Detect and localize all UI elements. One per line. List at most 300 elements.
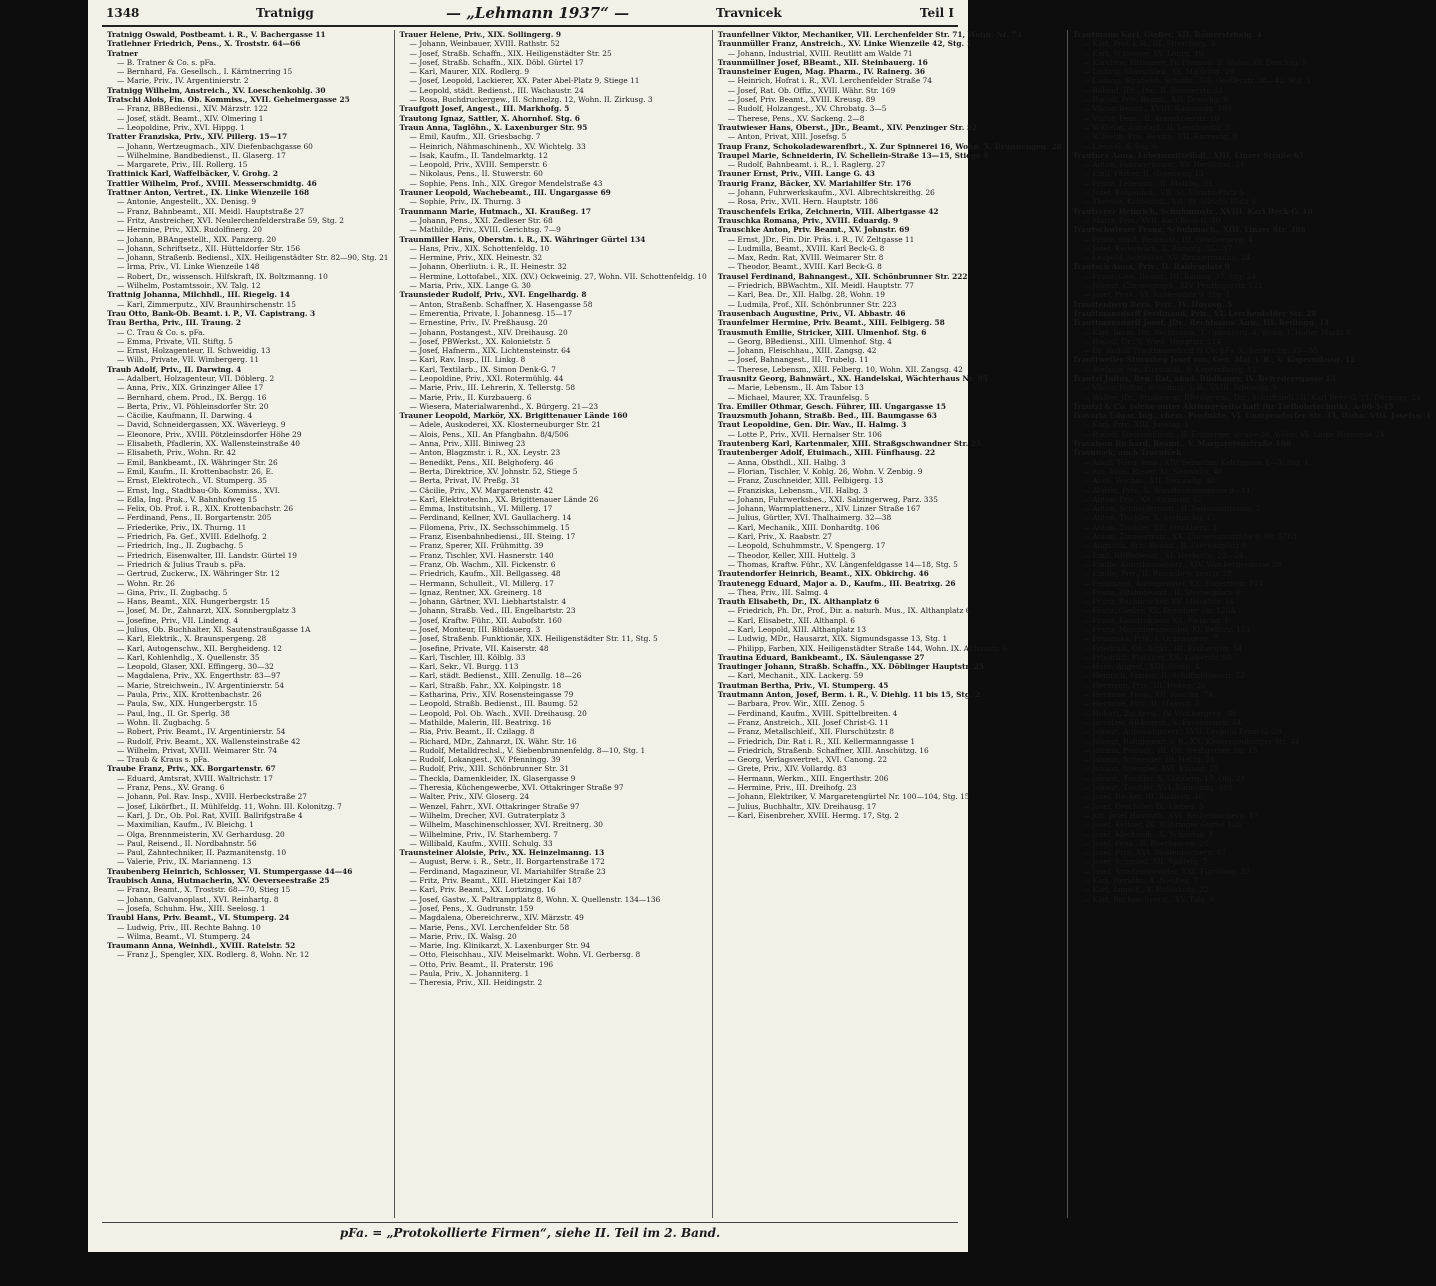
running-title: — „Lehmann 1937“ — <box>446 4 630 22</box>
directory-entry: — Anton, Fuhrwerksunt., XV. Herklotsg. 21 <box>1082 160 1245 170</box>
directory-entry: — Johann, Tischler, X. Götzlerg. 17, Obj. 21 <box>1082 773 1246 783</box>
directory-entry: — Hermann, Werkm., XIII. Engerthstr. 206 <box>727 773 889 783</box>
directory-entry: — Josef, Kellner, IX. Währinger Gürtel 126 <box>1082 820 1242 830</box>
directory-entry: — Isak, Kaufm., II. Tandelmarktg. 12 <box>409 150 548 160</box>
directory-entry: Travaison Richard, Beamt., V. Margaretenstraße 166 <box>1072 439 1291 449</box>
directory-entry: — Ludmila, Prof., XII. Schönbrunner Str. 223 <box>727 299 897 309</box>
directory-entry: — Barbara, Prov. Wir., XIII. Zenog. 5 <box>727 699 865 709</box>
directory-entry: — Ludwig, Glasschleif., IX. Malfattig. 20 <box>1082 67 1235 77</box>
directory-entry: — Georg, Verlagsvertret., XVI. Canong. 22 <box>727 755 888 765</box>
directory-entry: Trautman Bertha, Priv., VI. Stumperg. 45 <box>717 680 889 690</box>
directory-entry: — Friedrich, Dir. Rat i. R., XII. Kellermanngasse 1 <box>727 736 916 746</box>
directory-entry: — Anton, Tischler, XII. Straßberg. 3 <box>1082 522 1217 532</box>
directory-entry: Traubl Hans, Priv. Beamt., VI. Stumperg. 24 <box>107 913 290 923</box>
directory-entry: — Karl, Priv., XIII. Josefsg. 1 <box>1082 420 1190 430</box>
directory-entry: Trautrerer Heinrich, Schuhmmstr., XVIII. Karl Beck-G. 10 <box>1072 206 1313 216</box>
directory-entry: — Rudolf, Lokangest., XV. Pfenningg. 39 <box>409 755 561 765</box>
directory-entry: — Margarete, Priv., III. Rollerg. 15 <box>117 160 248 170</box>
directory-entry: Trauttenberg Bera, Priv., IV. Hoyosg. 5 <box>1072 299 1233 309</box>
directory-entry: Trautong Ignaz, Sattler, X. Ahornhof. Stg. 6 <box>399 113 580 123</box>
directory-entry: — Karl, J. Dr., Ob. Pol. Rat, XVIII. Ballrifgstraße 4 <box>117 810 303 820</box>
directory-entry: Traupel Marie, Schneiderin, IV. Schellein-Straße 13—15, Stiege 6 <box>717 150 989 160</box>
directory-entry: — Josef, Priv., XVI. Redtenbacherg. 17 <box>1082 848 1227 858</box>
directory-entry: — Josef, Monteur, III. Blüdauerg. 3 <box>409 625 541 634</box>
directory-entry: — Walter, Priv., XIV. Gloserg. 24 <box>409 792 530 802</box>
directory-entry: — Josef, Pens., X. Gudrunstr. 159 <box>409 903 534 913</box>
directory-entry: — Josef, Drechsler, IX. Liebeg. 5 <box>1082 801 1204 811</box>
directory-entry: — Johann, Fuhrwerkskaufm., XVI. Albrechtskreithg. 26 <box>727 188 935 198</box>
directory-entry: — Emil, Kaufm., XII. Griesbachg. 7 <box>409 132 541 142</box>
directory-entry: — Hermann, Priv., III. Hekeg. 26 <box>1082 680 1206 690</box>
directory-entry: — Georg, BBediensi., XIII. Ulmenhof. Stg. 4 <box>727 336 892 346</box>
directory-entry: Trautner Anna, Lebensmittelhdl., XIII. Linzer Straße 67 <box>1072 150 1304 160</box>
directory-entry: Trauner Leopold, Markör, XX. Brigittenauer Lände 160 <box>399 411 628 421</box>
directory-entry: Tra. Emiller Othmar, Gesch. Führer, III. Ungargasse 15 <box>717 401 947 411</box>
directory-entry: — Berta, Direktrice, XV. Johnstr. 52, Stiege 5 <box>409 466 578 476</box>
directory-entry: — Ferdinand, Pens., II. Borgartenstr. 205 <box>117 513 272 523</box>
directory-entry: — Franz J., Spengler, XIX. Rodlerg. 8, Wohn. Nr. 12 <box>117 950 310 960</box>
directory-entry: — Johann, Pens., XXI. Zedleser Str. 68 <box>409 215 553 225</box>
directory-entry: — Emma, Private, VII. Stiftg. 5 <box>117 336 233 346</box>
directory-entry: — Ignaz, Rentner, XX. Greinerg. 18 <box>409 587 542 597</box>
directory-entry: — Johann, Elektriker, V. Margaretengürtel Nr. 100—104, Stg. 15 <box>727 792 970 802</box>
directory-entry: — Heinrich, Friseur, II. Schiffmühlenstr. 53 <box>1082 671 1245 681</box>
directory-entry: — Franz, Ob. Wachm., XII. Fickenstr. 6 <box>409 559 556 569</box>
directory-entry: — Augustin, Priv. Beamt., II. Sternedplatz 9 <box>1082 541 1247 551</box>
directory-entry: Trauschka Romana, Priv., XVIII. Eduardg. 9 <box>717 215 899 225</box>
directory-entry: Trautinger Johann, Straßb. Schaffn., XX. Döblinger Hauptstr. 25 <box>717 662 985 672</box>
directory-entry: — Marie, Priv., IX. Walsg. 20 <box>409 931 517 941</box>
directory-entry: — Anton, Schneidermstr., II. Seitenstettenng. 2 <box>1082 504 1261 514</box>
directory-entry: Travnicek, auch Travniček <box>1072 448 1182 458</box>
directory-entry: — Bernhard, Fa. Gesellsch., I. Kärntnerring 15 <box>117 67 293 77</box>
directory-entry: — Hubert, Zuckerw., IV. Wimbergerg. 38 <box>1082 708 1236 718</box>
directory-entry: — Ferdinand, Autospengler, XX. Engerthstr. 124 <box>1082 578 1264 588</box>
directory-entry: — Anton, Blagzmstr. i. R., XX. Leystr. 23 <box>409 448 561 458</box>
directory-entry: — Emil, Bankbeamt., IX. Währinger Str. 26 <box>117 457 278 467</box>
directory-entry: Trautenegg Eduard, Major a. D., Kaufm., III. Beatrixg. 26 <box>717 578 956 588</box>
directory-entry: — Benedikt, Pens., XII. Belghoferg. 46 <box>409 457 554 467</box>
directory-entry: — Eduard, Amtsrat, XVIII. Waltrichstr. 17 <box>117 773 273 783</box>
directory-entry: Traunsteiner Aloisie, Priv., XX. Heinzelmanng. 13 <box>399 848 605 858</box>
directory-entry: — Johann, Straßenb. Bediensl., XIX. Heiligenstädter Str. 82—90, Stg. 21 <box>117 253 389 263</box>
directory-entry: — Ludwig, Straßenb. Schaffn., XII. Geißlerstr. 38—42, Stg. 3 <box>1082 76 1311 86</box>
directory-entry: — Franz, Pens., XV. Grang. 6 <box>117 783 225 793</box>
directory-entry: — Gertrud, Zuckerw., IX. Währinger Str. 12 <box>117 569 280 579</box>
directory-entry: Tratner <box>107 48 139 58</box>
directory-entry: — Eleonore, Priv., XVIII. Pötzleinsdorfer Höhe 29 <box>117 429 302 439</box>
directory-entry: — Wenzel, Fahrr., XVI. Ottakringer Straße 97 <box>409 801 580 811</box>
directory-entry: — Friedrich, BBWachtm., XII. Meidl. Hauptstr. 77 <box>727 281 914 291</box>
directory-entry: — Rosa, Priv., XVII. Hern. Hauptstr. 186 <box>727 197 879 207</box>
directory-entry: — Karl, Berm. Dir. Rechtsanw., I. Oppolzerg. 4, Wohn. I. Hoher Markt 8 <box>1082 327 1351 337</box>
directory-entry: Trautzl & Co. (siehe unter Aktiengesellschaft für Tiefbohrtechnik), A-60-5-45 <box>1072 401 1394 411</box>
directory-entry: — Paul, Reisend., II. Nordbahnstr. 56 <box>117 838 257 848</box>
directory-entry: — Josef, Straßenspengler, XXI. Floridusg. 32 <box>1082 866 1250 876</box>
directory-entry: Tratschi Alois, Fin. Ob. Kommiss., XVII. Geheimergasse 25 <box>107 95 350 105</box>
directory-entry: — Berta, Privat, IV. Preßg. 31 <box>409 476 521 486</box>
directory-entry: — Josef, M. Dr., Zahnarzt, XIX. Sonnbergplatz 3 <box>117 606 296 616</box>
directory-entry: — Rudolf, Bahnbeamt. i. R., I. Raglerg. 27 <box>727 160 886 170</box>
directory-entry: — Aloisia, Priv., X. Wandbrunnengasse 9—11 <box>1082 485 1251 495</box>
directory-entry: — Emil, BBBedienst., XI. Herbortg. 22—24 <box>1082 550 1244 560</box>
directory-entry: — Karl, Elisabetr., XII. Althanpl. 6 <box>727 615 856 625</box>
directory-entry: — Leopold, Glaser, XXI. Effingerg. 30—32 <box>117 662 274 672</box>
directory-entry: — Theodor, Keller, XIII. Huttelg. 3 <box>727 550 856 560</box>
directory-entry: — Dr. Rudolf Trauttmansdorff & Co. pFa. X. Reilreichg. 33—35 <box>1082 346 1318 356</box>
directory-entry: Trautsch Anna, Priv., II. Rahlesplatz 9 <box>1072 262 1230 272</box>
directory-entry: — Felix, Ob. Prof. i. R., XIX. Krottenbachstr. 26 <box>117 504 294 514</box>
directory-entry: Trattner Anton, Vertret., IX. Linke Wienzeile 168 <box>107 188 310 198</box>
directory-entry: — Rudolf, Dr., V. Wied. Hauptstr. 114 <box>1082 336 1222 346</box>
directory-entry: — Johann, Warmplattenerz., XIV. Linzer Straße 167 <box>727 504 921 514</box>
directory-entry: — Karl, städt. Bedienst., XIII. Zenullg. 18—26 <box>409 671 582 681</box>
directory-entry: — Josefine, Private, VII. Kaiserstr. 48 <box>409 643 549 653</box>
directory-entry: — Magdalena, Obereichrerw., XIV. Märzstr. 49 <box>409 913 584 923</box>
directory-entry: — Leopold, Straßb. Bedienst., III. Baumg. 52 <box>409 699 579 709</box>
directory-entry: — Josef, Schmied, XII. Spittelg. 7 <box>1082 857 1208 867</box>
directory-entry: — Karl, Elektrotechn., XX. Brigittenauer Lände 26 <box>409 494 599 504</box>
directory-entry: — Wilhelm, Maschinenschlosser, XVI. Rreitnerg. 30 <box>409 820 603 830</box>
directory-entry: — Emil, Färber, II. Gotenweg 13 <box>1082 169 1204 179</box>
directory-entry: Travaria Edgar, Ing., chem. Produkte, VI. Gumpendorfer Str. 35, Wohn. VIII. Josefsg. 1 <box>1072 411 1432 421</box>
directory-entry: Trau Bertha, Priv., III. Traung. 2 <box>107 318 242 328</box>
directory-entry: — Josef, Bäcker, III. Rudferg. 46 <box>1082 792 1204 802</box>
directory-entry: Trattler Wilhelm, Prof., XVIII. Messerschmidtg. 46 <box>107 178 317 188</box>
directory-entry: — Rudolf, Metalldrechsl., V. Siebenbrunnenfeldg. 8—10, Stg. 1 <box>409 745 646 755</box>
directory-entry: — Theckla, Damenkleider, IX. Glasergasse 9 <box>409 773 576 783</box>
directory-entry: — Cäcilie, Kaufmann, II. Darwing. 4 <box>117 411 253 421</box>
directory-entry: — Rudolf, Holzangest., XV. Chrobatg. 3—5 <box>727 104 887 114</box>
directory-entry: — Thomas, Kraftw. Führ., XV. Längenfeldgasse 14—18, Stg. 5 <box>727 559 958 569</box>
page-number: 1348 <box>106 6 140 20</box>
directory-entry: — Anton, Zimmermstr., XX. Universumstraße 8, Nr. 5763 <box>1082 532 1297 542</box>
directory-entry: Traubenberg Heinrich, Schlosser, VI. Stumpergasse 44—46 <box>107 866 353 876</box>
directory-entry: — Franziska, Priv., I. Grünangerg. 7 <box>1082 634 1218 644</box>
directory-entry: — Johann, BBAngestellt., XIX. Panzerg. 20 <box>117 234 277 244</box>
directory-entry: — Hermann, Schulleit., VI. Millerg. 17 <box>409 578 554 588</box>
directory-entry: — Marie, Priv., XVII. Karl Beck-G. 10 <box>1082 215 1221 225</box>
left-catchword: Tratnigg <box>256 6 314 20</box>
directory-entry: — Therese, Kohlenhdl., VII. St. Ulrichs-Platz 5 <box>1082 197 1257 207</box>
directory-entry: — Friedrich & Julius Traub s. pFa. <box>117 559 246 569</box>
directory-entry: — Cäcilie, Priv., XV. Margaretenstr. 42 <box>409 485 554 495</box>
directory-entry: — Johann, Bahnbeamt. i. R., XX. Klosterneuburger Str. 44 <box>1082 736 1300 746</box>
directory-entry: — Ernst, Ing., Stadtbau-Ob. Kommiss., XVI. <box>117 485 281 495</box>
directory-entry: — Josef, Kraftw. Führ., XII. Aubofstr. 160 <box>409 615 562 625</box>
directory-entry: — Theresia, Priv., XII. Heidingstr. 2 <box>409 978 543 988</box>
directory-entry: Trauth Elisabeth, Dr., IX. Althanplatz 6 <box>717 597 880 607</box>
directory-entry: — Lotte P., Priv., XVII. Hernalser Str. 106 <box>727 429 882 439</box>
directory-entry: — Hermine, Priv., XIX. Heinestr. 32 <box>409 253 543 263</box>
directory-entry: — Adele, Auskoderei, XX. Klosterneuburger Str. 21 <box>409 420 602 430</box>
directory-entry: — Friedrich, Platatier, XII. Kaiserstr. 90 <box>1082 652 1232 662</box>
directory-columns <box>102 30 1432 1218</box>
directory-entry: — Marie, Pens., XVI. Lerchenfelder Str. 58 <box>409 922 570 932</box>
directory-entry: — Hermine, Priv., XIX. Rudolfinerg. 20 <box>117 225 262 235</box>
directory-entry: — Otto, Priv. Beamt., II. Praterstr. 196 <box>409 959 554 969</box>
directory-entry: — Karl, Angest., X. Rotenhofg. 22 <box>1082 885 1209 895</box>
directory-entry: — Josefine, Priv., VII. Lindeng. 4 <box>117 615 239 625</box>
directory-entry: — Walter, JDr., Studienrat, BRealgymn., Dir., Schriftstell., II. Karl Behr-G. 11, Dörnegg. 24 <box>1082 392 1421 402</box>
directory-entry: — Johann, Straßb. Ved., III. Engelhartstr. 23 <box>409 606 576 616</box>
directory-entry: — Alois, Pens., XII. An Pfangbahn. 8/4/506 <box>409 429 569 439</box>
directory-entry: — Heinrich, Nähmaschinenh., XV. Wichtelg. 33 <box>409 141 586 151</box>
directory-entry: — Grete, Priv., XIV. Vollardg. 83 <box>727 764 847 774</box>
directory-entry: — Ernst, Elektrotech., VI. Stumperg. 35 <box>117 476 267 486</box>
directory-entry: — Berta, Priv., VI. Pöhleinsdorfer Str. 20 <box>117 401 269 411</box>
directory-entry: — Karl, Mechanik., XIII. Donhardtg. 106 <box>727 522 880 532</box>
directory-entry: — Johann, Spengler, XVI. Klausg. 25 <box>1082 764 1219 774</box>
directory-column-2 <box>394 30 712 1218</box>
directory-entry: — Franz, Eisenbahnbediensi., III. Steing. 17 <box>409 532 576 542</box>
directory-entry: — Josef, PBWerkst., XX. Kolonietstr. 5 <box>409 336 551 346</box>
directory-entry: — Karl, Straßb. Fahr., XX. Kolpingstr. 18 <box>409 680 562 690</box>
directory-entry: — Adolf, Teleg. Insp., XIV. Sebastian Kelchgasse 1—3, Stg. 1 <box>1082 457 1309 467</box>
directory-entry: — Franz, Gießer, XX. Dresdner Str. 128A <box>1082 606 1236 616</box>
directory-entry: — Edla, Ing. Prak., V. Bahnhofweg 15 <box>117 494 258 504</box>
directory-entry: — Leopoldine, Priv., XVI. Hippg. 1 <box>117 122 245 132</box>
directory-entry: — Mathilde, Malerin, III. Beatrixg. 16 <box>409 717 552 727</box>
directory-entry: — Josef, Hafnerm., XIX. Lichtensteinstr. 64 <box>409 346 571 356</box>
directory-entry: — Wilhelm, Privat, XVIII. Weimarer Str. 74 <box>117 745 278 755</box>
directory-entry: — Traub & Kraus s. pFa. <box>117 755 210 765</box>
directory-entry: — Leopoldine, Priv., XXI. Rotermühlg. 44 <box>409 373 564 383</box>
directory-page <box>88 0 1432 1252</box>
directory-entry: Traunfellner Viktor, Mechaniker, VII. Lerchenfelder Str. 71, Wohn. Nr. 73 <box>717 30 1022 39</box>
directory-entry: — Josef, Gastw., X. Paltrampplatz 8, Wohn. X. Quellenstr. 134—136 <box>409 894 661 904</box>
directory-entry: Trautina Eduard, Bankbeamt., IX. Säulengasse 27 <box>717 652 925 662</box>
directory-entry: — Marie, Priv., III. Lehrerin, X. Tellerstg. 58 <box>409 383 576 393</box>
directory-entry: — Johann, Automatunterr., XVII. Leopold Ernst-G. 29 <box>1082 727 1282 737</box>
directory-entry: — Anton, Privat, XIII. Josefsg. 5 <box>727 132 847 142</box>
directory-entry: Trautzl Julius, Reg. Rat, akad. Bildhauer, IV. Belvederegasse 13 <box>1072 373 1336 383</box>
directory-entry: — Josef, Bahnangest., III. Trubelg. 11 <box>727 355 869 365</box>
directory-entry: — Michael, Maurer, XX. Traunfelsg. 5 <box>727 392 870 402</box>
directory-entry: Traunmüllner Josef, BBeamt., XII. Steinbauerg. 16 <box>717 57 928 67</box>
directory-entry: Trauzsmuth Johann, Straßb. Bed., III. Baumgasse 63 <box>717 411 937 421</box>
directory-entry: — Wohn. II. Zugbachg. 5 <box>117 717 210 727</box>
directory-entry: Trautmann Anton, Josef, Berm. i. R., V. Diehlg. 11 bis 15, Stg. 2 <box>717 690 981 700</box>
directory-entry: — Johann, Schriftsetz., XII. Hütteldorfer Str. 156 <box>117 243 301 253</box>
directory-entry: — Hermine, Priv., II. Maxerg. 5 <box>1082 699 1200 709</box>
directory-column-1 <box>102 30 394 1218</box>
directory-entry: — Josef, Rat. Ob. Offiz., XVIII. Währ. Str. 169 <box>727 85 896 95</box>
directory-entry: — Karl, Maurer, XIX. Rodlerg. 9 <box>409 67 530 77</box>
directory-entry: — Adalbert, Holzagenteur, VII. Döblerg. 2 <box>117 373 275 383</box>
directory-entry: — Franz, Anstreich., XII. Josef Christ-G. 11 <box>727 717 889 727</box>
directory-entry: Trausenbach Augustine, Priv., VI. Abbastr. 46 <box>717 308 906 318</box>
directory-entry: Traunsieder Rudolf, Priv., XVI. Engelhardg. 8 <box>399 290 587 300</box>
directory-entry: Trautenberger Adolf, Etuimach., XIII. Fünfhausg. 22 <box>717 448 936 458</box>
directory-entry: — Nikolaus, Pens., II. Stuwerstr. 60 <box>409 169 543 179</box>
directory-entry: Traumann Anna, Weinhdl., XVIII. Ratelstr. 52 <box>107 941 296 951</box>
directory-entry: Traut Leopoldine, Gen. Dir. Wav., II. Halmg. 3 <box>717 420 907 430</box>
directory-entry: — David, Schneidergassen, XX. Wäverleyg. 9 <box>117 420 286 430</box>
directory-entry: Tratnigg Wilhelm, Anstreich., XV. Loeschenkohlg. 30 <box>107 85 326 95</box>
directory-entry: — Leopold, Schuhmmstr., V. Spengerg. 17 <box>727 541 886 551</box>
directory-entry: — Katharina, Priv., XIV. Rosensteingasse 79 <box>409 690 574 700</box>
directory-entry: — Valerie, Priv., IX. Marianneng. 13 <box>117 857 252 867</box>
directory-entry: — Paul, Zahntechniker, II. Pazmanitenstg. 10 <box>117 848 287 858</box>
directory-entry: — Paula, Priv., XIX. Krottenbachstr. 26 <box>117 690 262 700</box>
footer-note: pFa. = „Protokollierte Firmen“, siehe II. Teil im 2. Band. <box>102 1222 958 1246</box>
directory-entry: — Wilhelm, Postamtssoir., XV. Talg. 12 <box>117 281 261 291</box>
directory-entry: — Rudolf, Priv. Beamt., XII. Draschg. 9 <box>1082 95 1228 105</box>
directory-entry: — Hans, Priv., XIX. Schottenfeldg. 10 <box>409 243 550 253</box>
directory-entry: Traunmüller Franz, Anstreich., XV. Linke Wienzeile 42, Stg. 1 <box>717 39 972 49</box>
directory-entry: — Franz, Sperer, XII. Frühmittg. 39 <box>409 541 544 551</box>
directory-entry: — Wilhelm, Priv. Beamt., VII. Kurrentg. 8 <box>1082 132 1238 142</box>
directory-entry: — August, Berw. i. R., Setr., II. Borgartenstraße 172 <box>409 857 605 867</box>
directory-entry: — Franz, Konstrukteur, XX. Pielachg. 1 <box>1082 615 1230 625</box>
directory-entry: — Julius, Buchhaltr., XIV. Dreihausg. 17 <box>727 801 877 811</box>
part-label: Teil I <box>919 6 954 20</box>
directory-entry: — Franz, Metallschleif., XII. Flurschützstr. 8 <box>727 727 894 737</box>
directory-entry: — Emilie, Kunstblumenerz., XIV. Wimbergergasse 28 <box>1082 559 1282 569</box>
directory-entry: — Karoline, Rittmalen, IV. Pleneng. 2, Wohn. XV. Drachsg. 5 <box>1082 57 1307 67</box>
directory-entry: — Richard, MDr., Zahnarzt, IX. Währ. Str. 16 <box>409 736 577 746</box>
directory-entry: — Emil, Kaufm., II. Krottenbachstr. 26, E. <box>117 466 274 476</box>
directory-entry: Trautendorfer Heinrich, Beamt., XIX. Obkirchg. 46 <box>717 569 929 579</box>
directory-entry: — Ludwig, Priv., III. Rechte Bahng. 10 <box>117 922 261 932</box>
directory-entry: — Viktor, Hofrat, Schulinsp. i. R., XVIII. Edwardg. 9 <box>1082 383 1277 393</box>
directory-entry: — Therese, Lebensm., XIII. Felberg. 10, Wohn. XII. Zangsg. 42 <box>727 364 963 374</box>
directory-entry: — Franz, Buchdrucker, XV. Meiselstr. 34 <box>1082 597 1234 607</box>
directory-entry: — Friederike, Priv., IX. Thurng. 11 <box>117 522 247 532</box>
directory-entry: — Franz, Beamt., X. Troststr. 68—70, Stieg 15 <box>117 885 291 895</box>
directory-entry: — Karl, Mechanit., XIX. Lackerg. 59 <box>727 671 864 681</box>
directory-entry: Traube Franz, Priv., XX. Borgartenstr. 67 <box>107 764 276 774</box>
directory-column-4 <box>1067 30 1436 1218</box>
directory-entry: — Friedrich, Fa. Gef., XVIII. Edelhofg. 2 <box>117 532 267 542</box>
directory-column-3 <box>712 30 1067 1218</box>
directory-entry: Trattnig Johanna, Milchhdl., III. Riegelg. 14 <box>107 290 290 300</box>
directory-entry: — Wilh., Private, VII. Wimbergerg. 11 <box>117 355 260 365</box>
directory-entry: — Karl, Elektrik., X. Braunspergeng. 28 <box>117 634 267 644</box>
directory-entry: — Josef, Leopold, Lackierer, XX. Pater Abel-Platz 9, Stiege 11 <box>409 76 640 86</box>
directory-entry: — B. Tratner & Co. s. pFa. <box>117 57 216 67</box>
directory-entry: — Franz, Bahnbeamt., XII. Meidl. Hauptstraße 27 <box>117 206 305 216</box>
directory-entry: Trausmuth Emilie, Stricker, XIII. Ulmenhof. Stg. 6 <box>717 327 927 337</box>
directory-entry: — Otto, Fleischhau., XIV. Meiselmarkt. Wohn. VI. Gerbersg. 8 <box>409 950 641 960</box>
directory-entry: — Robert, Dr., wissensch. Hilfskraft, IX. Boltzmanng. 10 <box>117 271 328 281</box>
directory-entry: — Anna, Obsthdl., XII. Halbg. 3 <box>727 457 846 467</box>
directory-entry: — Marie, Ing. Klinikarzt, X. Laxenburger Str. 94 <box>409 941 591 951</box>
directory-entry: — Franz, Maschinenmeister, XI. Rehlstr. 153 <box>1082 625 1251 634</box>
directory-entry: — Irma, Priv., VI. Linke Wienzeile 148 <box>117 262 260 272</box>
directory-entry: — Viktor, Beamt., XVIII. Raimundg. 199 <box>1082 104 1232 114</box>
directory-entry: — Rudolf, Priv. Beamt., XX. Wallensteinstraße 42 <box>117 736 301 746</box>
directory-entry: — Stefanie von, Kunstmal., V. Kopernikusg. 12 <box>1082 364 1257 374</box>
right-catchword: Travnicek <box>716 6 782 20</box>
directory-entry: — Olga, Brennmeisterin, XV. Gerhardusg. 20 <box>117 829 285 839</box>
directory-entry: Traurig Franz, Bäcker, XV. Mariahilfer Str. 176 <box>717 178 912 188</box>
directory-entry: — Maria, Priv., XIX. Lange G. 30 <box>409 281 531 291</box>
directory-entry: Traunmann Marie, Hutmach., XI. Kraußeg. 17 <box>399 206 592 216</box>
directory-entry: — Elisabeth, Pfadlerin, XX. Wallensteinstraße 40 <box>117 439 301 449</box>
directory-entry: Trauttmansdorff Ferdinand, Priv., VI. Lerchenfelder Str. 28 <box>1072 308 1317 318</box>
directory-entry: — Marie, Lebensm., II. Am Tabor 13 <box>727 383 864 393</box>
directory-entry: — Emilie, Priv., II. Reichsbrückenstr. 28 <box>1082 569 1233 579</box>
directory-entry: — Karl, Tischler, III. Kölblg. 33 <box>409 652 526 662</box>
directory-entry: — Robert, Priv. Beamt., IV. Argentinierstr. 54 <box>117 727 286 737</box>
directory-entry: Tratlehner Friedrich, Pens., X. Troststr. 64—66 <box>107 39 301 49</box>
directory-entry: — Johann, Gärtner, XVI. Liebhartstalstr. 4 <box>409 597 567 607</box>
directory-entry: — Fritz, Priv. Beamt., XIII. Hietzinger Kai 187 <box>409 876 582 886</box>
directory-entry: — Theodor, Beamt., XVIII. Karl Beck-G. 8 <box>727 262 882 272</box>
directory-entry: — Josefa, Schuhm. Hw., XIII. Seelosg. 1 <box>117 903 266 913</box>
directory-entry: — Karl, Buchsachverst., XV. Talg. 6 <box>1082 894 1215 904</box>
directory-entry: Trattinick Karl, Waffelbäcker, V. Grohg. 2 <box>107 169 279 179</box>
directory-entry: — Florian, Tischler, V. Kohlg. 26, Wohn. V. Zenbig. 9 <box>727 466 923 476</box>
directory-entry: Trauschenfels Erika, Zeichnerin, VIII. Albertgasse 42 <box>717 206 939 216</box>
directory-entry: — Johann, Schneider, III. Hetzg. 26 <box>1082 755 1216 765</box>
directory-entry: — Karl, Bea. Dr., XII. Halbg. 28, Wohn. 19 <box>727 290 885 300</box>
directory-entry: — Roland, JDr., Dir., II. Reisnerstr. 34 <box>1082 85 1223 95</box>
directory-entry: — Karl, Priv. Beamt., XX. Lortzingg. 16 <box>409 885 556 895</box>
directory-entry: — Maximilian, Kaufm., IV. Bleichg. 1 <box>117 820 254 830</box>
directory-entry: Trausnitz Georg, Bahnwärt., XX. Handelskai, Wächterhaus Nr. 95 <box>717 373 988 383</box>
directory-entry: — Josef, Pens., VI. Rahlesplatz 9, Stg. 1 <box>1082 290 1231 300</box>
directory-entry: Trautenberg Karl, Kartenmaler, XIII. Straßgschwandner Str. 25 <box>717 439 982 449</box>
directory-entry: — Hans, Angest., XIII. Stoßg. 4 <box>1082 662 1200 672</box>
directory-entry: — Leopold, Priv., XVIII. Semperstr. 6 <box>409 160 548 170</box>
directory-entry: — Johann, Industrial, XVIII. Reutlitt am Walde 71 <box>727 48 913 58</box>
directory-entry: — Wilhelm, Autotapl., II. Leonhardtg. 3 <box>1082 122 1231 132</box>
directory-entry: — Elisabeth, Priv., Wohn. Rr. 42 <box>117 448 236 458</box>
directory-entry: — Hermine, Priv., III. Dreihofg. 23 <box>727 783 857 793</box>
directory-entry: — Willibald, Kaufm., XVIII. Schulg. 33 <box>409 838 553 848</box>
directory-entry: — Philipp, Farben, XIX. Heiligenstädter Straße 144, Wohn. IX. Althanstr. 6 <box>727 643 1008 653</box>
directory-entry: — Karl, Autogenschw., XII. Bergheideng. 12 <box>117 643 282 653</box>
directory-entry: — Franz, BBahnbeamt., II. Sternedplatz 9 <box>1082 587 1240 597</box>
directory-entry: — Wilma, Beamt., VI. Stumperg. 24 <box>117 931 251 941</box>
directory-entry: — Wilhelm, Drecher, XVI. Gutraterplatz 3 <box>409 810 566 820</box>
directory-entry: Traub Adolf, Priv., II. Darwing. 4 <box>107 364 242 374</box>
directory-entry: — Leopold, städt. Bedienst., III. Wachaustr. 24 <box>409 85 584 95</box>
directory-entry: — Thea, Priv., III. Salmg. 4 <box>727 587 829 597</box>
directory-entry: — Paula, Priv., X. Johanniterg. 1 <box>409 968 530 978</box>
directory-entry: Traubisch Anna, Hutmacherin, XV. Oeverseestraße 25 <box>107 876 330 886</box>
directory-entry: — Karl, Sekr., VI. Burgg. 113 <box>409 662 519 672</box>
directory-entry: — Emerentia, Private, I. Johannesg. 15—17 <box>409 308 573 318</box>
directory-entry: — Sophie, Priv., IX. Thurng. 3 <box>409 197 521 207</box>
directory-entry: — Johann, Pol. Rav. Insp., XVIII. Herbeckstraße 27 <box>117 792 308 802</box>
directory-entry: — Julius, Gürtler, XVI. Thalhaimerg. 32—38 <box>727 513 892 523</box>
directory-entry: — Anna, Priv., XIII. Biniweg 23 <box>409 439 526 449</box>
directory-entry: — Franz, Gew. Beamt., III. Baumg. 37, Stg. 24 <box>1082 271 1256 281</box>
directory-entry: — Johann, Wertzeugmach., XIV. Diefenbachgasse 60 <box>117 141 313 151</box>
directory-entry: — Friedrich, Kaufm., XII. Bellgasseg. 48 <box>409 569 561 579</box>
directory-entry: — Johann, Galvanoplast., XVI. Reinhartg. 8 <box>117 894 279 904</box>
directory-entry: — jun. Josef Hilsoarb., XVI. Redtenbacherg. 17 <box>1082 810 1259 820</box>
directory-entry: Trauer Helene, Priv., XIX. Sollingerg. 9 <box>399 30 562 39</box>
directory-entry: — Karl, Eisenbreher, XVIII. Hermg. 17, Stg. 2 <box>727 810 899 820</box>
directory-entry: — Leopold, Schlosser, XV. Zimmermanng. 24 <box>1082 253 1251 263</box>
directory-entry: — Karl, Priv., X. Raabstr. 27 <box>727 532 832 542</box>
directory-entry: — Karl, Werkfhr., X. Neußeg. 7 <box>1082 876 1199 886</box>
directory-entry: — Alois, Wachm., XII. Neuwallg. 40 <box>1082 476 1216 486</box>
directory-entry: — Hermine, Lottofabel., XIX. (XV.) Ockweinig. 27, Wohn. VII. Schottenfeldg. 10 <box>409 271 707 281</box>
directory-entry: — Franz, städt. Bedienst., III. Grasbergerg. 4 <box>1082 234 1253 244</box>
directory-entry: — Franz, Zuschneider, XIII. Felbigerg. 13 <box>727 476 884 486</box>
header-rule <box>102 25 958 27</box>
directory-entry: — Ludwig, MDr., Hausarzt, XIX. Sigmundsgasse 13, Stg. 1 <box>727 634 948 644</box>
directory-entry: — Franz, BBBediensi., XIV. Märzstr. 122 <box>117 104 268 114</box>
directory-entry: — Leopold, Pol. Ob. Wach., XVII. Dreihausg. 20 <box>409 708 587 718</box>
directory-entry: — Karl, Textilarb., IX. Simon Denk-G. 7 <box>409 364 556 374</box>
